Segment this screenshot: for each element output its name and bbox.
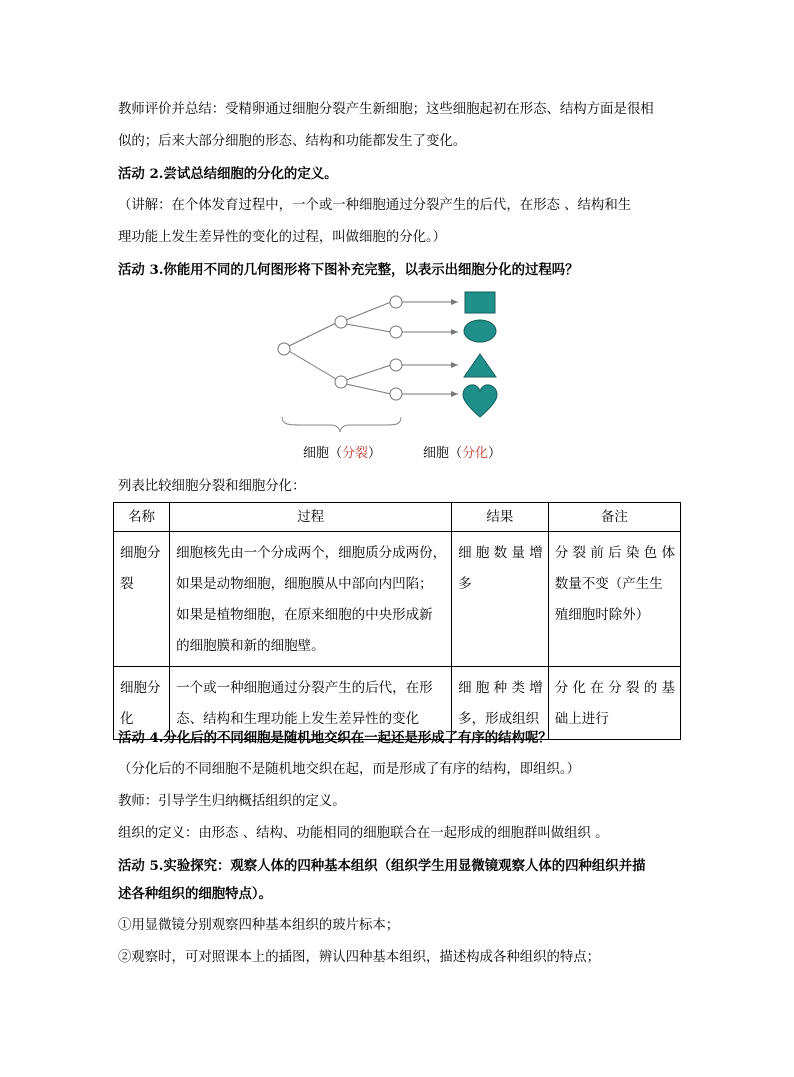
cell-level1-top xyxy=(335,316,347,328)
table-row xyxy=(114,532,681,667)
table-intro: 列表比较细胞分裂和细胞分化： xyxy=(118,479,306,494)
activity-3-heading: 活动 3.你能用不同的几何图形将下图补充完整，以表示出细胞分化的过程吗？ xyxy=(118,262,579,278)
header-name: 名称 xyxy=(114,503,170,532)
summary-line-1: 教师评价并总结：受精卵通过细胞分裂产生新细胞；这些细胞起初在形态、结构方面是很相 xyxy=(118,102,654,117)
row-note: 分 裂 前 后 染 色 体 数量不变（产生生 殖细胞时除外） xyxy=(548,532,680,667)
header-result: 结果 xyxy=(452,503,549,532)
step-1: ①用显微镜分别观察四种基本组织的玻片标本； xyxy=(118,918,400,933)
table-header-row xyxy=(114,503,681,532)
row-note: 分 化 在 分 裂 的 基 础上进行 xyxy=(548,667,680,740)
cell-level1-bottom xyxy=(335,376,347,388)
row-process: 细胞核先由一个分成两个，细胞质分成两份， 如果是动物细胞，细胞膜从中部向内凹陷； 如果是植物细胞，在原来细胞的中央形成新 的细胞膜和新的细胞壁。 xyxy=(170,532,452,667)
row-process: 一个或一种细胞通过分裂产生的后代，在形 态、结构和生理功能上发生差异性的变化 xyxy=(170,667,452,740)
row-name: 细胞分化 xyxy=(114,667,170,740)
header-process: 过程 xyxy=(170,503,452,532)
step-2: ②观察时，可对照课本上的插图，辨认四种基本组织，描述构成各种组织的特点； xyxy=(118,950,601,965)
cell-division-diagram xyxy=(270,285,510,435)
explain-line-1: （讲解：在个体发育过程中，一个或一种细胞通过分裂产生的后代，在形态 、结构和生 xyxy=(118,198,632,213)
tissue-definition: 组织的定义：由形态 、结构、功能相同的细胞联合在一起形成的细胞群叫做组织 。 xyxy=(118,826,609,841)
cell-level2-3 xyxy=(390,359,402,371)
label-division: 细胞（分裂） xyxy=(303,446,382,461)
cell-level2-2 xyxy=(390,326,402,338)
heart-shape xyxy=(463,385,497,417)
answer-4: （分化后的不同细胞不是随机地交织在起，而是形成了有序的结构，即组织。） xyxy=(118,762,580,777)
cell-level2-1 xyxy=(390,296,402,308)
header-note: 备注 xyxy=(548,503,680,532)
root-cell xyxy=(278,343,290,355)
cell-level2-4 xyxy=(390,388,402,400)
activity-4-heading: 活动 4.分化后的不同细胞是随机地交织在一起还是形成了有序的结构呢？ xyxy=(118,730,552,746)
brace xyxy=(282,417,401,432)
row-name: 细胞分裂 xyxy=(114,532,170,667)
summary-line-2: 似的；后来大部分细胞的形态、结构和功能都发生了变化。 xyxy=(118,134,467,149)
row-result: 细 胞 数 量 增 多 xyxy=(452,532,549,667)
activity-5-line-2: 述各种组织的细胞特点）。 xyxy=(118,886,272,902)
activity-2-heading: 活动 2.尝试总结细胞的分化的定义。 xyxy=(118,166,338,182)
square-shape xyxy=(465,292,495,313)
triangle-shape xyxy=(464,354,496,377)
explain-line-2: 理功能上发生差异性的变化的过程，叫做细胞的分化。） xyxy=(118,230,447,245)
row-result: 细 胞 种 类 增 多，形成组织 xyxy=(452,667,549,740)
label-differentiation: 细胞（分化） xyxy=(423,446,502,461)
teacher-note: 教师：引导学生归纳概括组织的定义。 xyxy=(118,794,346,809)
activity-5-line-1: 活动 5.实验探究：观察人体的四种基本组织（组织学生用显微镜观察人体的四种组织并描 xyxy=(118,858,646,874)
ellipse-shape xyxy=(464,320,496,342)
comparison-table xyxy=(113,502,681,740)
